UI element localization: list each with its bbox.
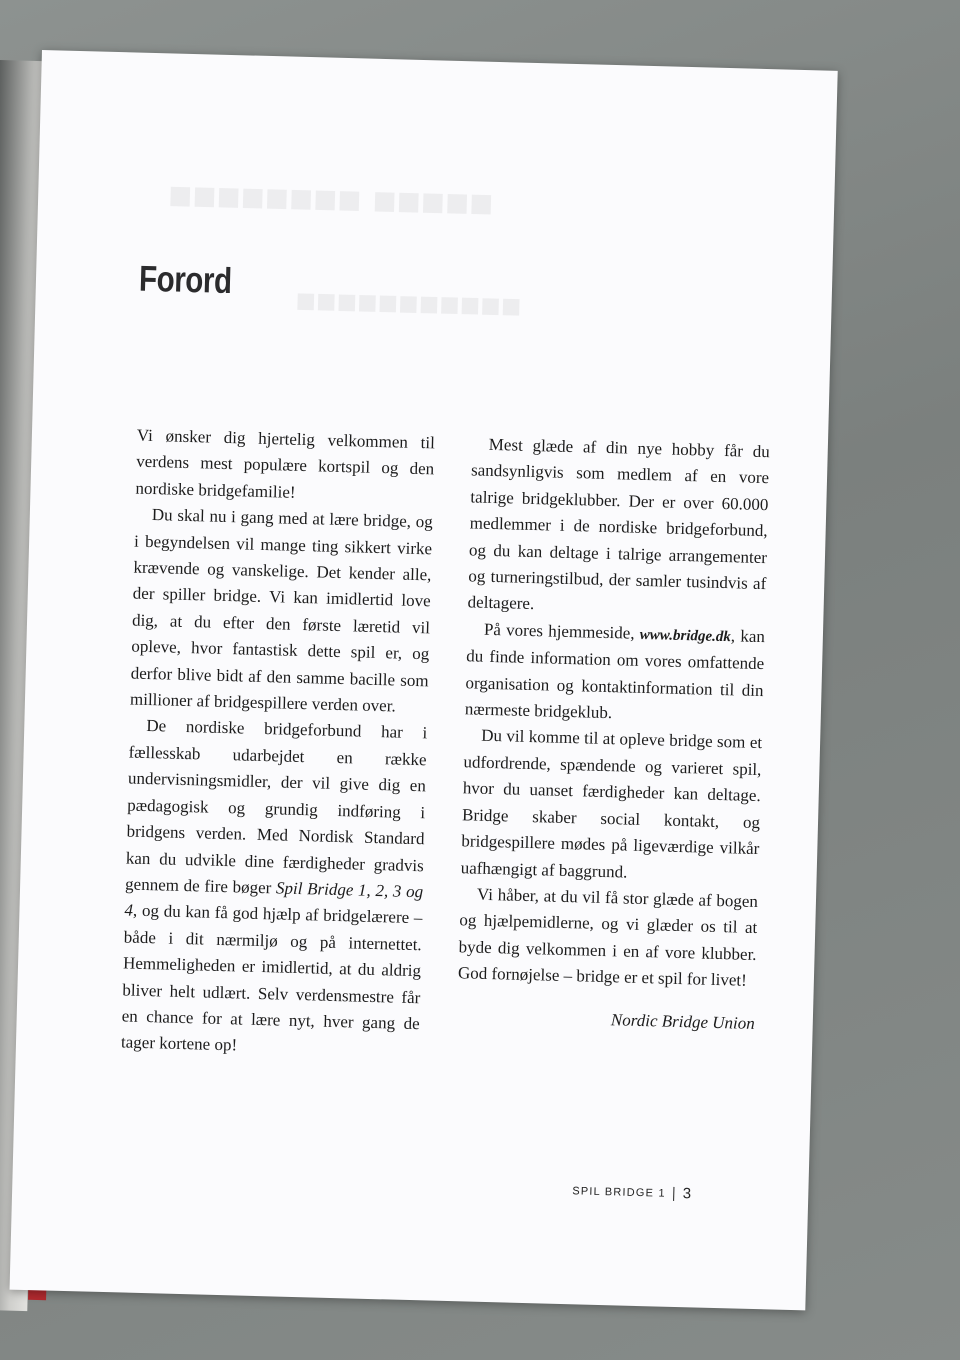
- bleed-through-shadow: ■■■■■■■■■■■: [295, 281, 522, 326]
- paragraph: De nordiske bridgeforbund har i fællesskab udarbejdet en række undervisningsmidler, der vil give dig en pædagogisk og grundig indføring i bridgens verden. Med Nordisk Standard kan du udvikle dine færdigheder gradvis gennem de fire bøger Spil Bridge 1, 2, 3 og 4, og du kan få god hjælp af bridgelærere – både i dit nærmiljø og på internettet. Hemmeligheden er imidlertid, at du aldrig bliver helt udlært. Selv verdensmestre får en chance for at lære nyt, hver gang de tager kortene op!: [120, 716, 428, 1055]
- footer-divider: [674, 1186, 675, 1200]
- paragraph: På vores hjemmeside, www.bridge.dk, kan du finde information om vores omfattende organisation og kontaktinformation til din nærmeste bridgeklub.: [464, 619, 766, 723]
- paragraph: Vi ønsker dig hjertelig velkommen til verdens mest populære kortspil og den nordiske bridgefamilie!: [135, 425, 436, 502]
- bleed-through-shadow: ■■■■■ ■■■■■■■■: [167, 173, 494, 226]
- paragraph: Du vil komme til at opleve bridge som et udfordrende, spændende og varieret spil, hvor du uanset færdigheder kan deltage. Bridge skaber social kontakt, og bridgespillere mødes på ligeværdige vilkår uafhængigt af baggrund.: [460, 726, 763, 882]
- page-title: Forord: [138, 257, 233, 302]
- right-text-column: [457, 431, 771, 1037]
- book-page: [10, 50, 838, 1310]
- left-text-column: [121, 423, 435, 1064]
- website-link[interactable]: www.bridge.dk: [639, 626, 732, 646]
- page-number: 3: [682, 1185, 692, 1203]
- book-series-title: Spil Bridge 1, 2, 3 og 4: [124, 878, 424, 920]
- page-footer: [572, 1182, 691, 1202]
- footer-book-label: SPIL BRIDGE 1: [572, 1184, 666, 1200]
- paragraph: Vi håber, at du vil få stor glæde af bogen og hjælpemidlerne, og vi glæder os til at byde dig velkommen i en af vore klubber. God fornøjelse – bridge er et spil for livet!: [457, 884, 759, 990]
- paragraph: Mest glæde af din nye hobby får du sandsynligvis som medlem af en vore talrige bridgeklubber. Der er over 60.000 medlemmer i de nordiske bridgeforbund, og du kan deltage i talrige arrangementer og turneringstilbud, der samler tusindvis af deltagere.: [467, 434, 770, 614]
- signature: Nordic Bridge Union: [610, 1009, 756, 1033]
- paragraph: Du skal nu i gang med at lære bridge, og i begyndelsen vil mange ting sikkert virke krævende og vanskelige. Det kender alle, der spiller bridge. Vi kan imidlertid love dig, at du efter den første læretid vil opleve, hvor fantastisk dette spil er, og derfor blive bidt af den samme bacille som millioner af bridgespillere verden over.: [129, 505, 434, 716]
